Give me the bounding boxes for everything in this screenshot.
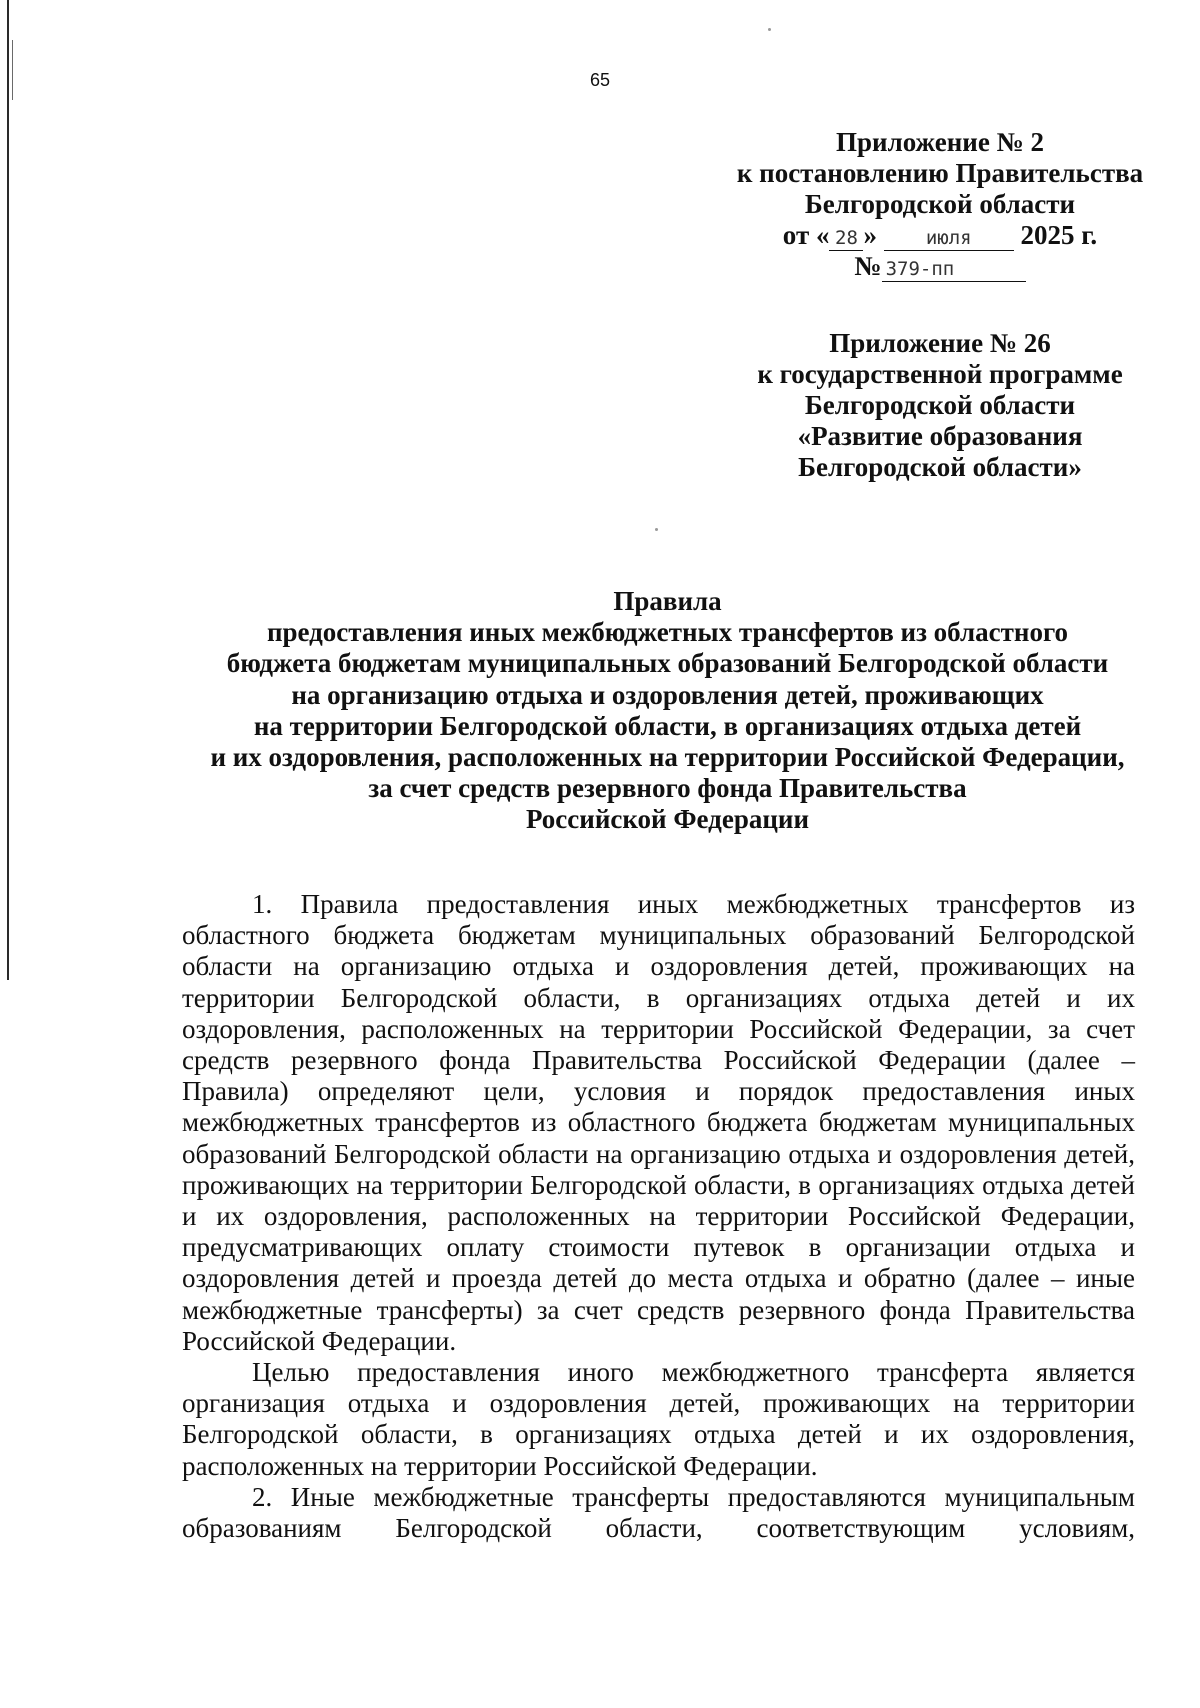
program-appendix-line: Белгородской области» bbox=[798, 452, 1082, 482]
title-line: бюджета бюджетам муниципальных образований Белгородской области bbox=[226, 648, 1109, 679]
scan-speck bbox=[655, 528, 658, 531]
appendix-program-block bbox=[720, 328, 1160, 483]
date-prefix: от « bbox=[782, 220, 830, 250]
date-day-field: 28 bbox=[829, 226, 863, 251]
program-appendix-line: к государственной программе bbox=[757, 359, 1123, 389]
title-line: Российской Федерации bbox=[525, 804, 810, 835]
appendix-region: Белгородской области bbox=[804, 189, 1076, 219]
program-appendix-line: Приложение № 26 bbox=[829, 328, 1051, 358]
appendix-resolution-block bbox=[720, 127, 1160, 282]
scan-speck bbox=[768, 28, 771, 31]
date-month-field: июля bbox=[884, 226, 1014, 251]
title-line: предоставления иных межбюджетных трансфертов из областного bbox=[266, 617, 1069, 648]
title-line: на территории Белгородской области, в организациях отдыха детей bbox=[253, 710, 1082, 741]
program-appendix-line: «Развитие образования bbox=[797, 421, 1083, 451]
paragraph-last: 2. Иные межбюджетные трансферты предоставляются муниципальным образованиям Белгородской области, соответствующим условиям, bbox=[182, 1481, 1135, 1544]
document-title bbox=[0, 586, 1200, 836]
title-line: за счет средств резервного фонда Правительства bbox=[368, 773, 967, 804]
title-line: и их оздоровления, расположенных на территории Российской Федерации, bbox=[210, 742, 1125, 773]
document-body bbox=[182, 889, 1135, 1544]
title-line: Правила bbox=[613, 586, 722, 616]
date-close-quote: » bbox=[863, 220, 877, 250]
program-appendix-line: Белгородской области bbox=[804, 390, 1076, 420]
page-number: 65 bbox=[589, 70, 611, 90]
appendix-number: Приложение № 2 bbox=[836, 127, 1044, 157]
paragraph: 1. Правила предоставления иных межбюджетных трансфертов из областного бюджета бюджетам муниципальных образований Белгородской области на организацию отдыха и оздоровления детей, проживающих на территории Белгородской области, в организациях отдыха детей и их оздоровления, расположенных на территории Российской Федерации, за счет средств резервного фонда Правительства Российской Федерации (далее – Правила) определяют цели, условия и порядок предоставления иных межбюджетных трансфертов из областного бюджета бюджетам муниципальных образований Белгородской области на организацию отдыха и оздоровления детей, проживающих на территории Белгородской области, в организациях отдыха детей и их оздоровления, расположенных на территории Российской Федерации, предусматривающих оплату стоимости путевок в организации отдыха и оздоровления детей и проезда детей до места отдыха и обратно (далее – иные межбюджетные трансферты) за счет средств резервного фонда Правительства Российской Федерации. bbox=[182, 889, 1135, 1356]
date-year: 2025 г. bbox=[1020, 220, 1098, 250]
appendix-to-resolution: к постановлению Правительства bbox=[736, 158, 1144, 188]
resolution-date-line bbox=[720, 220, 1160, 251]
title-line: на организацию отдыха и оздоровления детей, проживающих bbox=[291, 679, 1044, 710]
resolution-number-field: 379-пп bbox=[882, 257, 1026, 282]
number-sign: № bbox=[854, 251, 882, 281]
paragraph: Целью предоставления иного межбюджетного трансферта является организация отдыха и оздоровления детей, проживающих на территории Белгородской области, в организациях отдыха детей и их оздоровления, расположенных на территории Российской Федерации. bbox=[182, 1357, 1135, 1481]
resolution-number-line bbox=[720, 251, 1160, 282]
